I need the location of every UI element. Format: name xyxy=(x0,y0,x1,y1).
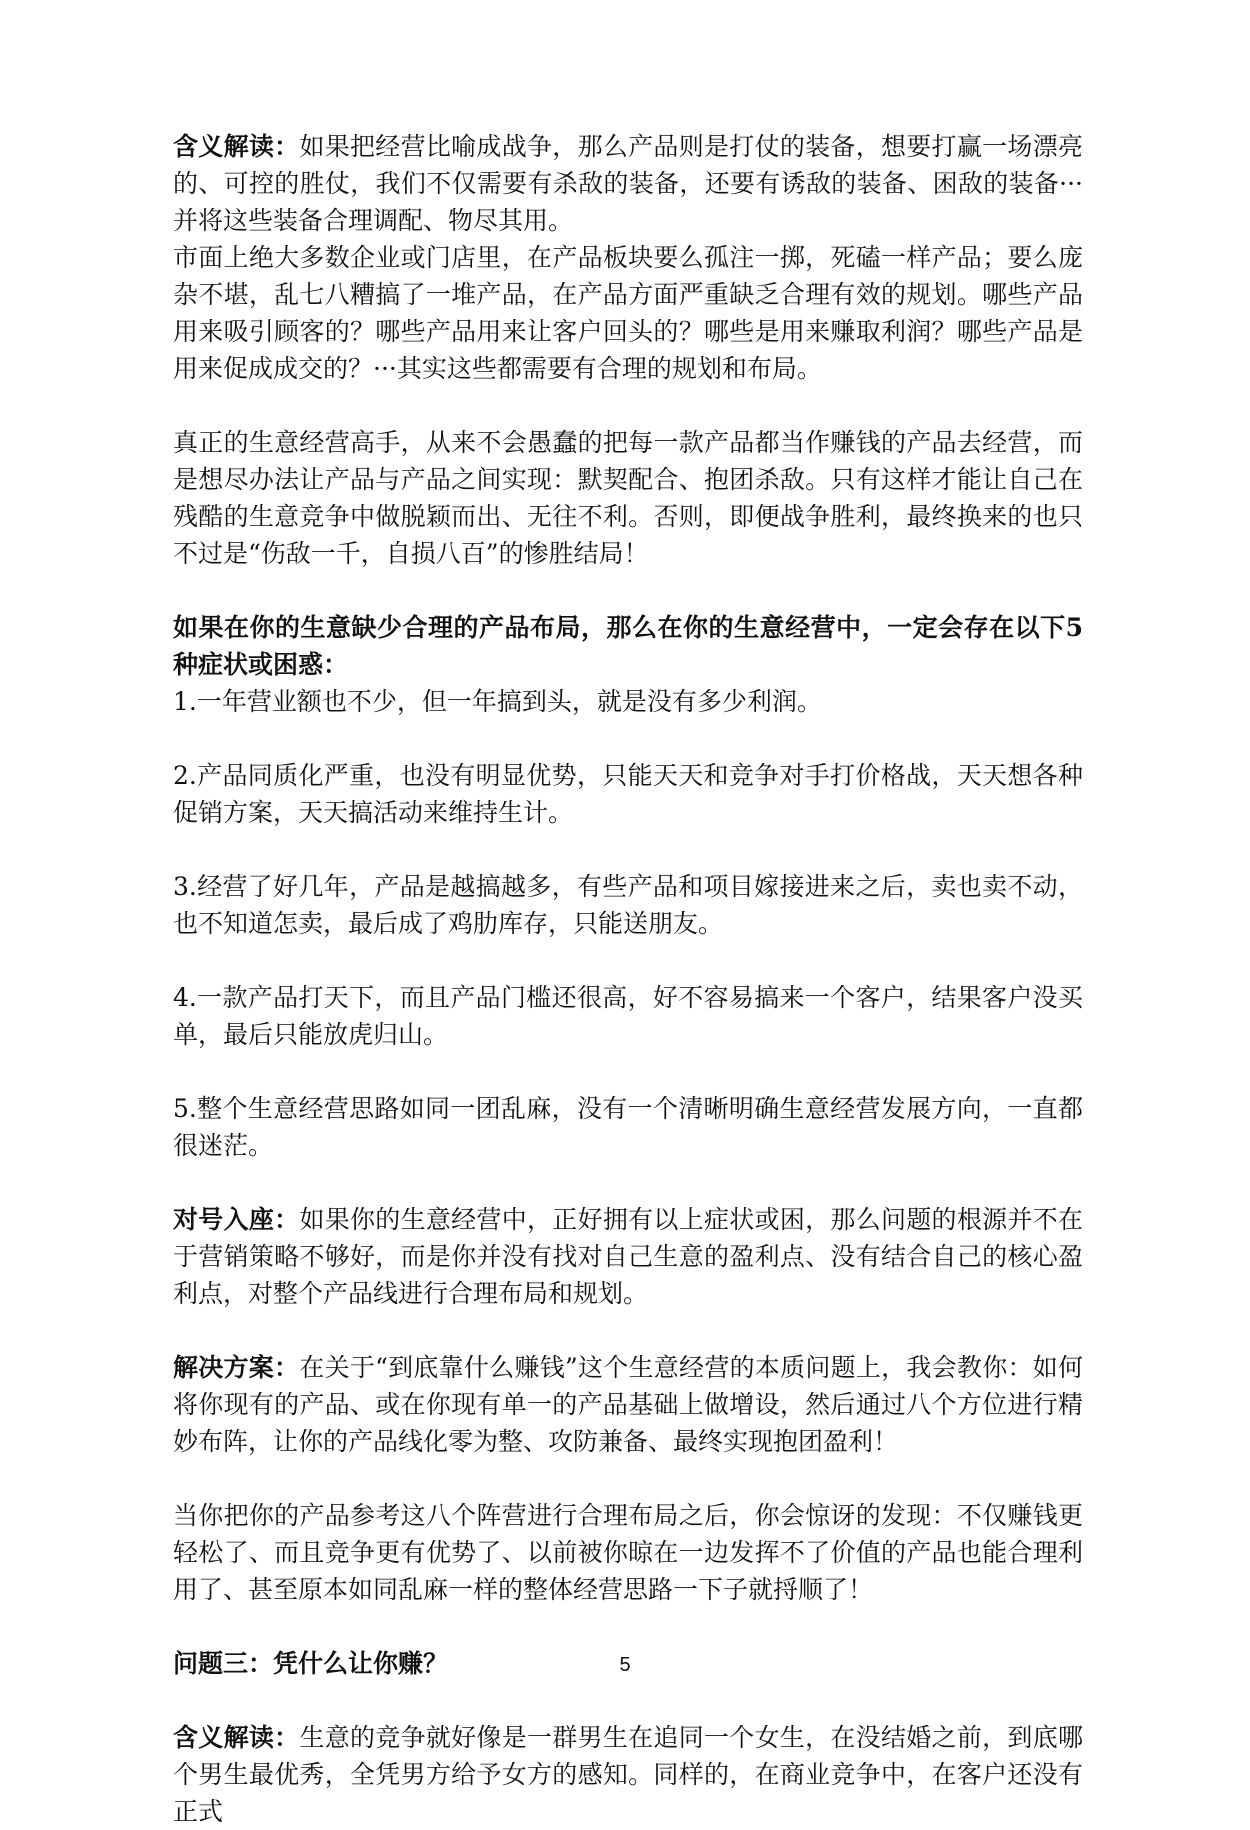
question3-paragraph xyxy=(173,1719,1083,1830)
question3-text: 生意的竞争就好像是一群男生在追同一个女生，在没结婚之前，到底哪个男生最优秀，全凭男方给予女方的感知。同样的，在商业竞争中，在客户还没有正式 xyxy=(173,1723,1083,1826)
document-body xyxy=(173,128,1083,1830)
solution-label: 解决方案： xyxy=(173,1353,300,1382)
intro-label: 含义解读： xyxy=(173,132,300,161)
question3-heading: 问题三：凭什么让你赚？ xyxy=(173,1649,449,1678)
match-paragraph xyxy=(173,1201,1083,1312)
symptom-item-2: 2.产品同质化严重，也没有明显优势，只能天天和竞争对手打价格战，天天想各种促销方案，天天搞活动来维持生计。 xyxy=(173,761,1083,827)
symptom-item-3: 3.经营了好几年，产品是越搞越多，有些产品和项目嫁接进来之后，卖也卖不动，也不知道怎卖，最后成了鸡肋库存，只能送朋友。 xyxy=(173,872,1083,938)
question3-label: 含义解读： xyxy=(173,1723,300,1752)
result-paragraph: 当你把你的产品参考这八个阵营进行合理布局之后，你会惊讶的发现：不仅赚钱更轻松了、而且竞争更有优势了、以前被你晾在一边发挥不了价值的产品也能合理利用了、甚至原本如同乱麻一样的整体经营思路一下子就捋顺了！ xyxy=(173,1501,1083,1604)
symptoms-heading: 如果在你的生意缺少合理的产品布局，那么在你的生意经营中，一定会存在以下5种症状或困惑： xyxy=(173,613,1083,679)
page-number: 5 xyxy=(619,1654,631,1676)
solution-text: 在关于“到底靠什么赚钱”这个生意经营的本质问题上，我会教你：如何将你现有的产品、或在你现有单一的产品基础上做增设，然后通过八个方位进行精妙布阵，让你的产品线化零为整、攻防兼备、最终实现抱团盈利！ xyxy=(173,1353,1083,1456)
match-text: 如果你的生意经营中，正好拥有以上症状或困，那么问题的根源并不在于营销策略不够好，而是你并没有找对自己生意的盈利点、没有结合自己的核心盈利点，对整个产品线进行合理布局和规划。 xyxy=(173,1205,1083,1308)
symptom-item-5: 5.整个生意经营思路如同一团乱麻，没有一个清晰明确生意经营发展方向，一直都很迷茫。 xyxy=(173,1094,1083,1160)
symptom-item-1: 1.一年营业额也不少，但一年搞到头，就是没有多少利润。 xyxy=(173,687,822,716)
market-paragraph: 市面上绝大多数企业或门店里，在产品板块要么孤注一掷，死磕一样产品；要么庞杂不堪，乱七八糟搞了一堆产品，在产品方面严重缺乏合理有效的规划。哪些产品用来吸引顾客的？哪些产品用来让客户回头的？哪些是用来赚取利润？哪些产品是用来促成成交的？···其实这些都需要有合理的规划和布局。 xyxy=(173,243,1083,383)
symptom-item-4: 4.一款产品打天下，而且产品门槛还很高，好不容易搞来一个客户，结果客户没买单，最后只能放虎归山。 xyxy=(173,983,1083,1049)
intro-text: 如果把经营比喻成战争，那么产品则是打仗的装备，想要打赢一场漂亮的、可控的胜仗，我们不仅需要有杀敌的装备，还要有诱敌的装备、困敌的装备···并将这些装备合理调配、物尽其用。 xyxy=(173,132,1083,235)
solution-paragraph xyxy=(173,1349,1083,1460)
intro-paragraph xyxy=(173,128,1083,239)
master-paragraph: 真正的生意经营高手，从来不会愚蠢的把每一款产品都当作赚钱的产品去经营，而是想尽办法让产品与产品之间实现：默契配合、抱团杀敌。只有这样才能让自己在残酷的生意竞争中做脱颖而出、无往不利。否则，即便战争胜利，最终换来的也只不过是“伤敌一千，自损八百”的惨胜结局！ xyxy=(173,428,1083,568)
match-label: 对号入座： xyxy=(173,1205,300,1234)
